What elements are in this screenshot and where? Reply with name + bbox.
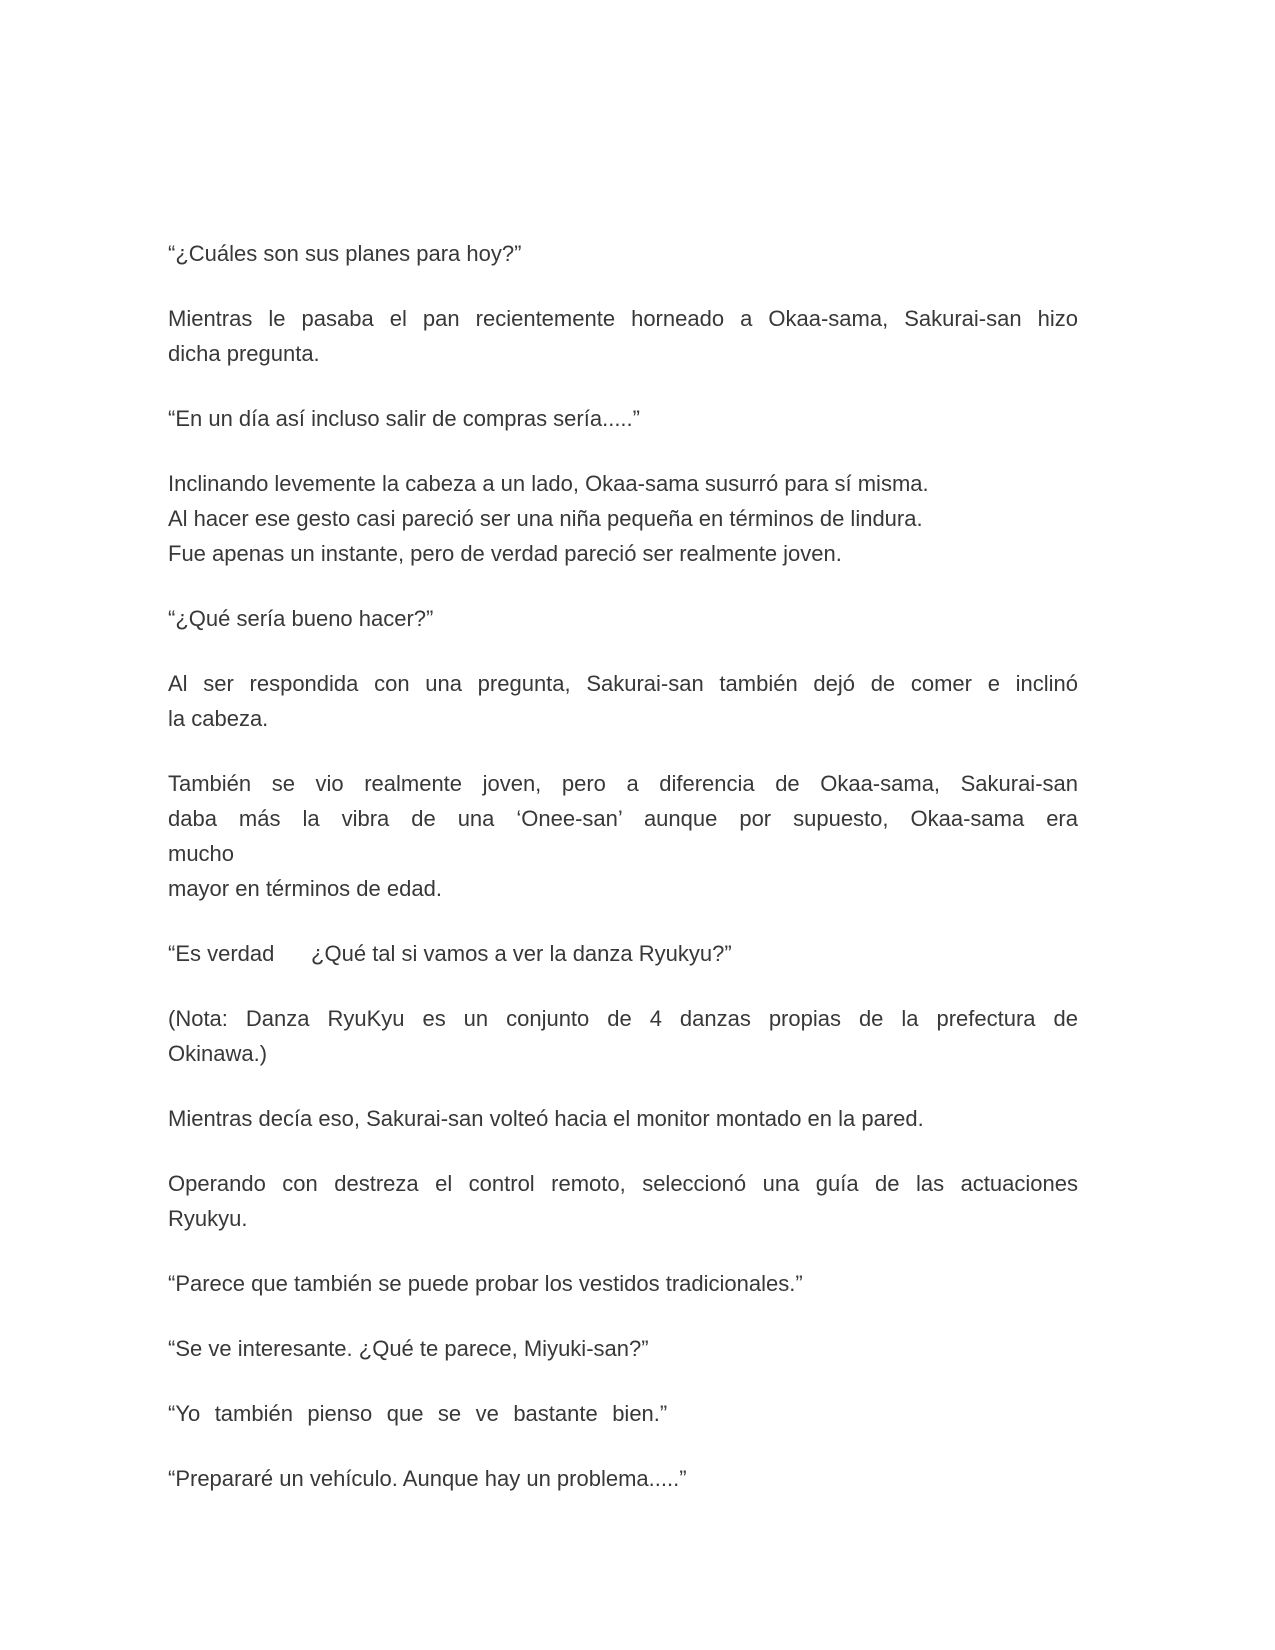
text-line: “Parece que también se puede probar los vestidos tradicionales.”	[168, 1271, 803, 1296]
text-line: daba más la vibra de una ‘Onee-san’ aunque por supuesto, Okaa-sama era	[168, 806, 1078, 831]
paragraph	[168, 601, 1078, 636]
text-line: Al hacer ese gesto casi pareció ser una niña pequeña en términos de lindura.	[168, 506, 923, 531]
text-line: “Yo también pienso que se ve bastante bien.”	[168, 1401, 668, 1426]
text-line: la cabeza.	[168, 706, 269, 731]
text-line: “¿Cuáles son sus planes para hoy?”	[168, 241, 522, 266]
paragraph	[168, 301, 1078, 371]
text-line: dicha pregunta.	[168, 341, 320, 366]
paragraph	[168, 766, 1078, 906]
text-line: Operando con destreza el control remoto, seleccionó una guía de las actuaciones	[168, 1171, 1078, 1196]
text-line: Okinawa.)	[168, 1041, 268, 1066]
text-line: Inclinando levemente la cabeza a un lado, Okaa-sama susurró para sí misma.	[168, 471, 929, 496]
document-body	[168, 236, 1078, 1496]
text-line: Mientras le pasaba el pan recientemente horneado a Okaa-sama, Sakurai-san hizo	[168, 306, 1078, 331]
text-line: También se vio realmente joven, pero a diferencia de Okaa-sama, Sakurai-san	[168, 771, 1078, 796]
paragraph	[168, 401, 1078, 436]
text-line: mayor en términos de edad.	[168, 876, 442, 901]
paragraph	[168, 1461, 1078, 1496]
text-line: (Nota: Danza RyuKyu es un conjunto de 4 danzas propias de la prefectura de	[168, 1006, 1078, 1031]
paragraph	[168, 666, 1078, 736]
paragraph	[168, 1166, 1078, 1236]
text-line: Mientras decía eso, Sakurai-san volteó hacia el monitor montado en la pared.	[168, 1106, 924, 1131]
paragraph	[168, 1266, 1078, 1301]
text-line: “Prepararé un vehículo. Aunque hay un problema.....”	[168, 1466, 687, 1491]
text-line: “En un día así incluso salir de compras sería.....”	[168, 406, 640, 431]
text-line: “Es verdad ¿Qué tal si vamos a ver la danza Ryukyu?”	[168, 941, 732, 966]
paragraph	[168, 466, 1078, 571]
paragraph	[168, 936, 1078, 971]
text-line: mucho	[168, 841, 235, 866]
text-line: “¿Qué sería bueno hacer?”	[168, 606, 434, 631]
paragraph	[168, 1331, 1078, 1366]
paragraph	[168, 1101, 1078, 1136]
text-line: “Se ve interesante. ¿Qué te parece, Miyuki-san?”	[168, 1336, 649, 1361]
paragraph	[168, 1001, 1078, 1071]
paragraph	[168, 1396, 1078, 1431]
text-line: Fue apenas un instante, pero de verdad pareció ser realmente joven.	[168, 541, 842, 566]
text-line: Ryukyu.	[168, 1206, 248, 1231]
text-line: Al ser respondida con una pregunta, Sakurai-san también dejó de comer e inclinó	[168, 671, 1078, 696]
paragraph	[168, 236, 1078, 271]
